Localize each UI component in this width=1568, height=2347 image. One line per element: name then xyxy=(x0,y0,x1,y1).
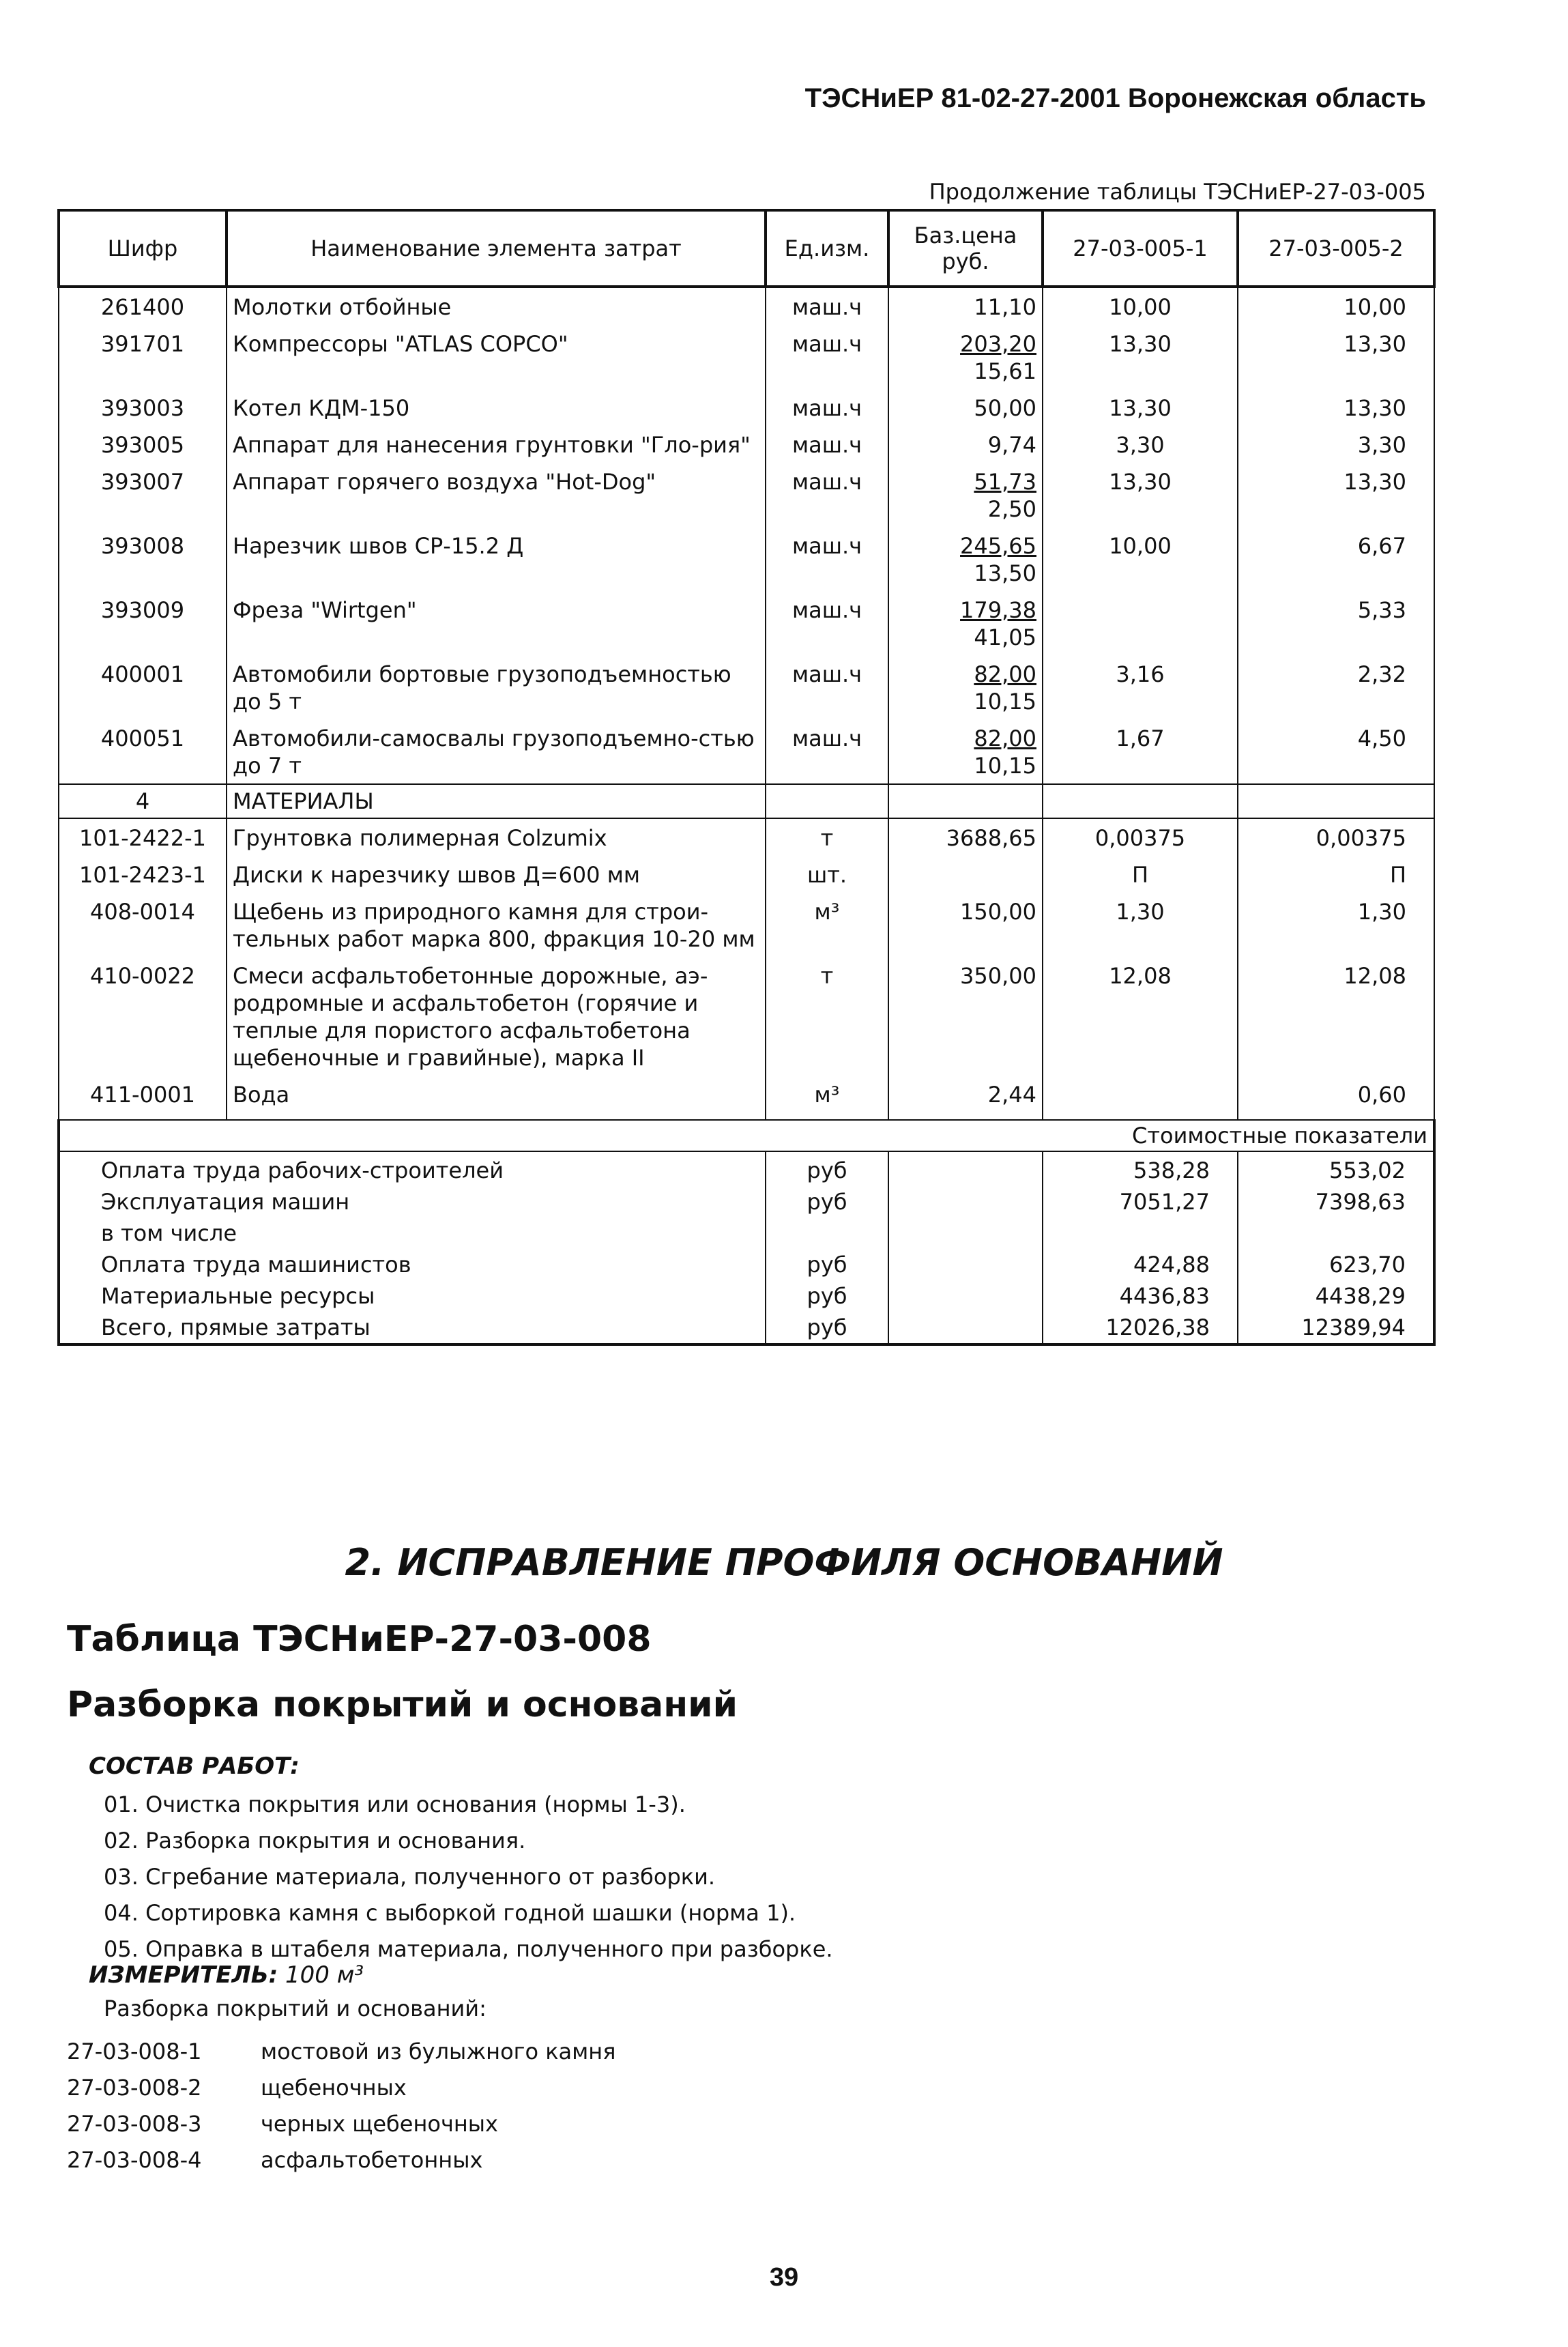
cell-name: Вода xyxy=(227,1076,766,1120)
cost-caption: Стоимостные показатели xyxy=(59,1120,1434,1151)
table-row xyxy=(59,856,1434,893)
summary-norm-2: 7398,63 xyxy=(1238,1186,1434,1218)
cell-code: 261400 xyxy=(59,287,227,325)
cell-norm-1 xyxy=(1043,591,1238,655)
cell-price xyxy=(888,463,1043,527)
summary-label: в том числе xyxy=(59,1218,766,1249)
summary-norm-1: 12026,38 xyxy=(1043,1312,1238,1344)
summary-norm-1: 424,88 xyxy=(1043,1249,1238,1280)
cell-price: 3688,65 xyxy=(888,818,1043,856)
price-value: 179,38 xyxy=(960,597,1036,623)
cell-norm-1: 13,30 xyxy=(1043,463,1238,527)
table-header-row xyxy=(59,210,1434,287)
cell-name: Щебень из природного камня для строи-тельных работ марка 800, фракция 10-20 мм xyxy=(227,893,766,957)
cell-code: 400001 xyxy=(59,655,227,719)
measure-value: 100 м³ xyxy=(285,1961,364,1989)
table-row xyxy=(59,325,1434,389)
cell-name: Диски к нарезчику швов Д=600 мм xyxy=(227,856,766,893)
table-row xyxy=(59,527,1434,591)
price-value: 82,00 xyxy=(974,661,1036,687)
price-value: 11,10 xyxy=(974,294,1036,320)
cell-unit: маш.ч xyxy=(766,463,888,527)
cell-unit: маш.ч xyxy=(766,325,888,389)
cell-norm-2: П xyxy=(1238,856,1434,893)
cell-price xyxy=(888,287,1043,325)
summary-norm-1: 7051,27 xyxy=(1043,1186,1238,1218)
cell-unit: м³ xyxy=(766,893,888,957)
table-row xyxy=(59,591,1434,655)
cell-norm-2: 13,30 xyxy=(1238,463,1434,527)
summary-blank xyxy=(888,1218,1043,1249)
cell-norm-1: 3,30 xyxy=(1043,426,1238,463)
summary-norm-2: 4438,29 xyxy=(1238,1280,1434,1312)
summary-unit: руб xyxy=(766,1312,888,1344)
section-heading: 2. ИСПРАВЛЕНИЕ ПРОФИЛЯ ОСНОВАНИЙ xyxy=(345,1541,1223,1584)
summary-unit xyxy=(766,1218,888,1249)
cell-price xyxy=(888,389,1043,426)
norm-row xyxy=(67,2106,615,2142)
work-item: 04. Сортировка камня с выборкой годной шашки (норма 1). xyxy=(104,1900,796,1926)
summary-norm-2: 623,70 xyxy=(1238,1249,1434,1280)
table-title: Таблица ТЭСНиЕР-27-03-008 xyxy=(67,1619,652,1660)
norms-list xyxy=(67,2034,615,2178)
col-header-norm-2: 27-03-005-2 xyxy=(1238,210,1434,287)
table-continuation-caption: Продолжение таблицы ТЭСНиЕР-27-03-005 xyxy=(929,179,1426,205)
summary-norm-1 xyxy=(1043,1218,1238,1249)
price-secondary-value: 41,05 xyxy=(974,624,1036,650)
col-header-price: Баз.цена руб. xyxy=(888,210,1043,287)
cell-code: 393005 xyxy=(59,426,227,463)
cell-norm-1: 12,08 xyxy=(1043,957,1238,1076)
summary-row xyxy=(59,1218,1434,1249)
section-number: 4 xyxy=(59,784,227,818)
cell-norm-1: 1,30 xyxy=(1043,893,1238,957)
cell-norm-2: 12,08 xyxy=(1238,957,1434,1076)
norm-code: 27-03-008-1 xyxy=(67,2039,202,2064)
cell-name: Фреза "Wirtgen" xyxy=(227,591,766,655)
summary-label: Эксплуатация машин xyxy=(59,1186,766,1218)
table-row xyxy=(59,818,1434,856)
summary-norm-1: 538,28 xyxy=(1043,1151,1238,1186)
cell-price: 150,00 xyxy=(888,893,1043,957)
cell-unit: м³ xyxy=(766,1076,888,1120)
measure-label: ИЗМЕРИТЕЛЬ: xyxy=(89,1961,278,1989)
summary-norm-1: 4436,83 xyxy=(1043,1280,1238,1312)
cost-caption-row xyxy=(59,1120,1434,1151)
norm-name: мостовой из булыжного камня xyxy=(261,2039,616,2064)
price-value: 51,73 xyxy=(974,469,1036,495)
cell-code: 393007 xyxy=(59,463,227,527)
cell-norm-2: 0,00375 xyxy=(1238,818,1434,856)
summary-blank xyxy=(888,1312,1043,1344)
summary-norm-2 xyxy=(1238,1218,1434,1249)
price-secondary-value: 10,15 xyxy=(974,753,1036,779)
cell-unit: маш.ч xyxy=(766,287,888,325)
summary-unit: руб xyxy=(766,1151,888,1186)
cell-norm-1: 0,00375 xyxy=(1043,818,1238,856)
cell-price xyxy=(888,426,1043,463)
cell-unit: т xyxy=(766,957,888,1076)
cell-code: 410-0022 xyxy=(59,957,227,1076)
cell-price xyxy=(888,719,1043,784)
price-secondary-value: 15,61 xyxy=(974,358,1036,384)
cell-norm-1: 13,30 xyxy=(1043,325,1238,389)
machines-body xyxy=(59,287,1434,784)
table-row xyxy=(59,893,1434,957)
norm-name: асфальтобетонных xyxy=(261,2147,483,2173)
cell-norm-2: 0,60 xyxy=(1238,1076,1434,1120)
cell-name: Смеси асфальтобетонные дорожные, аэ-родромные и асфальтобетон (горячие и теплые для пористого асфальтобетона щебеночные и гравийные), марка II xyxy=(227,957,766,1076)
norm-code: 27-03-008-4 xyxy=(67,2147,202,2173)
section-title: МАТЕРИАЛЫ xyxy=(227,784,766,818)
summary-row xyxy=(59,1249,1434,1280)
table-row xyxy=(59,426,1434,463)
cell-unit: маш.ч xyxy=(766,426,888,463)
col-header-name: Наименование элемента затрат xyxy=(227,210,766,287)
table-row xyxy=(59,655,1434,719)
cell-price: 350,00 xyxy=(888,957,1043,1076)
price-value: 203,20 xyxy=(960,331,1036,357)
col-header-code: Шифр xyxy=(59,210,227,287)
cell-code: 101-2422-1 xyxy=(59,818,227,856)
disassembly-label: Разборка покрытий и оснований: xyxy=(104,1996,487,2021)
table-row xyxy=(59,957,1434,1076)
cell-code: 391701 xyxy=(59,325,227,389)
cell-price xyxy=(888,591,1043,655)
cell-name: Нарезчик швов СР-15.2 Д xyxy=(227,527,766,591)
table-row xyxy=(59,287,1434,325)
summary-unit: руб xyxy=(766,1249,888,1280)
price-value: 9,74 xyxy=(987,432,1036,458)
cell-name: Грунтовка полимерная Colzumix xyxy=(227,818,766,856)
cell-name: Автомобили бортовые грузоподъемностью до 5 т xyxy=(227,655,766,719)
summary-row xyxy=(59,1186,1434,1218)
work-composition-label: СОСТАВ РАБОТ: xyxy=(89,1753,300,1780)
cell-price xyxy=(888,655,1043,719)
cell-norm-2: 3,30 xyxy=(1238,426,1434,463)
work-item: 02. Разборка покрытия и основания. xyxy=(104,1828,526,1854)
norm-name: щебеночных xyxy=(261,2075,407,2101)
cell-norm-1: 10,00 xyxy=(1043,287,1238,325)
summary-blank xyxy=(888,1186,1043,1218)
summary-row xyxy=(59,1280,1434,1312)
cost-summary xyxy=(59,1120,1434,1344)
cell-code: 408-0014 xyxy=(59,893,227,957)
cell-unit: маш.ч xyxy=(766,389,888,426)
cell-norm-2: 5,33 xyxy=(1238,591,1434,655)
cell-price xyxy=(888,325,1043,389)
cell-code: 400051 xyxy=(59,719,227,784)
cell-norm-1 xyxy=(1043,1076,1238,1120)
page-number: 39 xyxy=(769,2263,799,2292)
price-value: 245,65 xyxy=(960,533,1036,559)
cell-price xyxy=(888,527,1043,591)
measure-line xyxy=(89,1961,364,1989)
summary-blank xyxy=(888,1151,1043,1186)
work-item: 01. Очистка покрытия или основания (нормы 1-3). xyxy=(104,1791,686,1817)
cell-norm-2: 1,30 xyxy=(1238,893,1434,957)
cell-unit: маш.ч xyxy=(766,655,888,719)
cell-name: Автомобили-самосвалы грузоподъемно-стью до 7 т xyxy=(227,719,766,784)
cell-norm-2: 13,30 xyxy=(1238,389,1434,426)
cell-code: 393008 xyxy=(59,527,227,591)
cell-name: Аппарат для нанесения грунтовки "Гло-рия" xyxy=(227,426,766,463)
page-header-title: ТЭСНиЕР 81-02-27-2001 Воронежская область xyxy=(804,83,1426,113)
price-value: 82,00 xyxy=(974,725,1036,751)
price-secondary-value: 2,50 xyxy=(987,496,1036,522)
price-secondary-value: 10,15 xyxy=(974,689,1036,715)
work-item: 03. Сгребание материала, полученного от разборки. xyxy=(104,1864,716,1890)
section-row xyxy=(59,784,1434,818)
cell-code: 393009 xyxy=(59,591,227,655)
table-row xyxy=(59,1076,1434,1120)
cell-code: 393003 xyxy=(59,389,227,426)
cell-norm-2: 13,30 xyxy=(1238,325,1434,389)
summary-label: Оплата труда рабочих-строителей xyxy=(59,1151,766,1186)
cell-norm-1: 3,16 xyxy=(1043,655,1238,719)
work-composition-list xyxy=(104,1787,833,1968)
summary-label: Материальные ресурсы xyxy=(59,1280,766,1312)
table-row xyxy=(59,389,1434,426)
price-value: 50,00 xyxy=(974,395,1036,421)
col-header-unit: Ед.изм. xyxy=(766,210,888,287)
cell-code: 101-2423-1 xyxy=(59,856,227,893)
summary-label: Оплата труда машинистов xyxy=(59,1249,766,1280)
summary-row xyxy=(59,1312,1434,1344)
cell-norm-2: 4,50 xyxy=(1238,719,1434,784)
summary-blank xyxy=(888,1249,1043,1280)
summary-unit: руб xyxy=(766,1280,888,1312)
materials-section xyxy=(59,784,1434,818)
cell-norm-1: 13,30 xyxy=(1043,389,1238,426)
cell-name: Аппарат горячего воздуха "Hot-Dog" xyxy=(227,463,766,527)
norm-row xyxy=(67,2142,615,2178)
resource-table xyxy=(57,209,1436,1346)
cell-name: Компрессоры "ATLAS COPCO" xyxy=(227,325,766,389)
cell-code: 411-0001 xyxy=(59,1076,227,1120)
cell-norm-1: 10,00 xyxy=(1043,527,1238,591)
cell-norm-1: П xyxy=(1043,856,1238,893)
norm-row xyxy=(67,2034,615,2070)
cell-norm-1: 1,67 xyxy=(1043,719,1238,784)
cell-unit: т xyxy=(766,818,888,856)
cell-name: Котел КДМ-150 xyxy=(227,389,766,426)
table-subtitle: Разборка покрытий и оснований xyxy=(67,1684,738,1725)
cell-norm-2: 2,32 xyxy=(1238,655,1434,719)
norm-code: 27-03-008-2 xyxy=(67,2075,202,2101)
table-row xyxy=(59,463,1434,527)
norm-name: черных щебеночных xyxy=(261,2111,498,2137)
summary-label: Всего, прямые затраты xyxy=(59,1312,766,1344)
summary-norm-2: 12389,94 xyxy=(1238,1312,1434,1344)
summary-norm-2: 553,02 xyxy=(1238,1151,1434,1186)
cell-name: Молотки отбойные xyxy=(227,287,766,325)
summary-row xyxy=(59,1151,1434,1186)
norm-row xyxy=(67,2070,615,2106)
cell-price xyxy=(888,856,1043,893)
cell-norm-2: 10,00 xyxy=(1238,287,1434,325)
cell-unit: маш.ч xyxy=(766,591,888,655)
cell-norm-2: 6,67 xyxy=(1238,527,1434,591)
cell-unit: маш.ч xyxy=(766,527,888,591)
table-row xyxy=(59,719,1434,784)
summary-blank xyxy=(888,1280,1043,1312)
cell-price: 2,44 xyxy=(888,1076,1043,1120)
col-header-norm-1: 27-03-005-1 xyxy=(1043,210,1238,287)
materials-body xyxy=(59,818,1434,1120)
norm-code: 27-03-008-3 xyxy=(67,2111,202,2137)
cell-unit: шт. xyxy=(766,856,888,893)
work-item: 05. Оправка в штабеля материала, полученного при разборке. xyxy=(104,1936,833,1962)
price-secondary-value: 13,50 xyxy=(974,560,1036,586)
cell-unit: маш.ч xyxy=(766,719,888,784)
summary-unit: руб xyxy=(766,1186,888,1218)
